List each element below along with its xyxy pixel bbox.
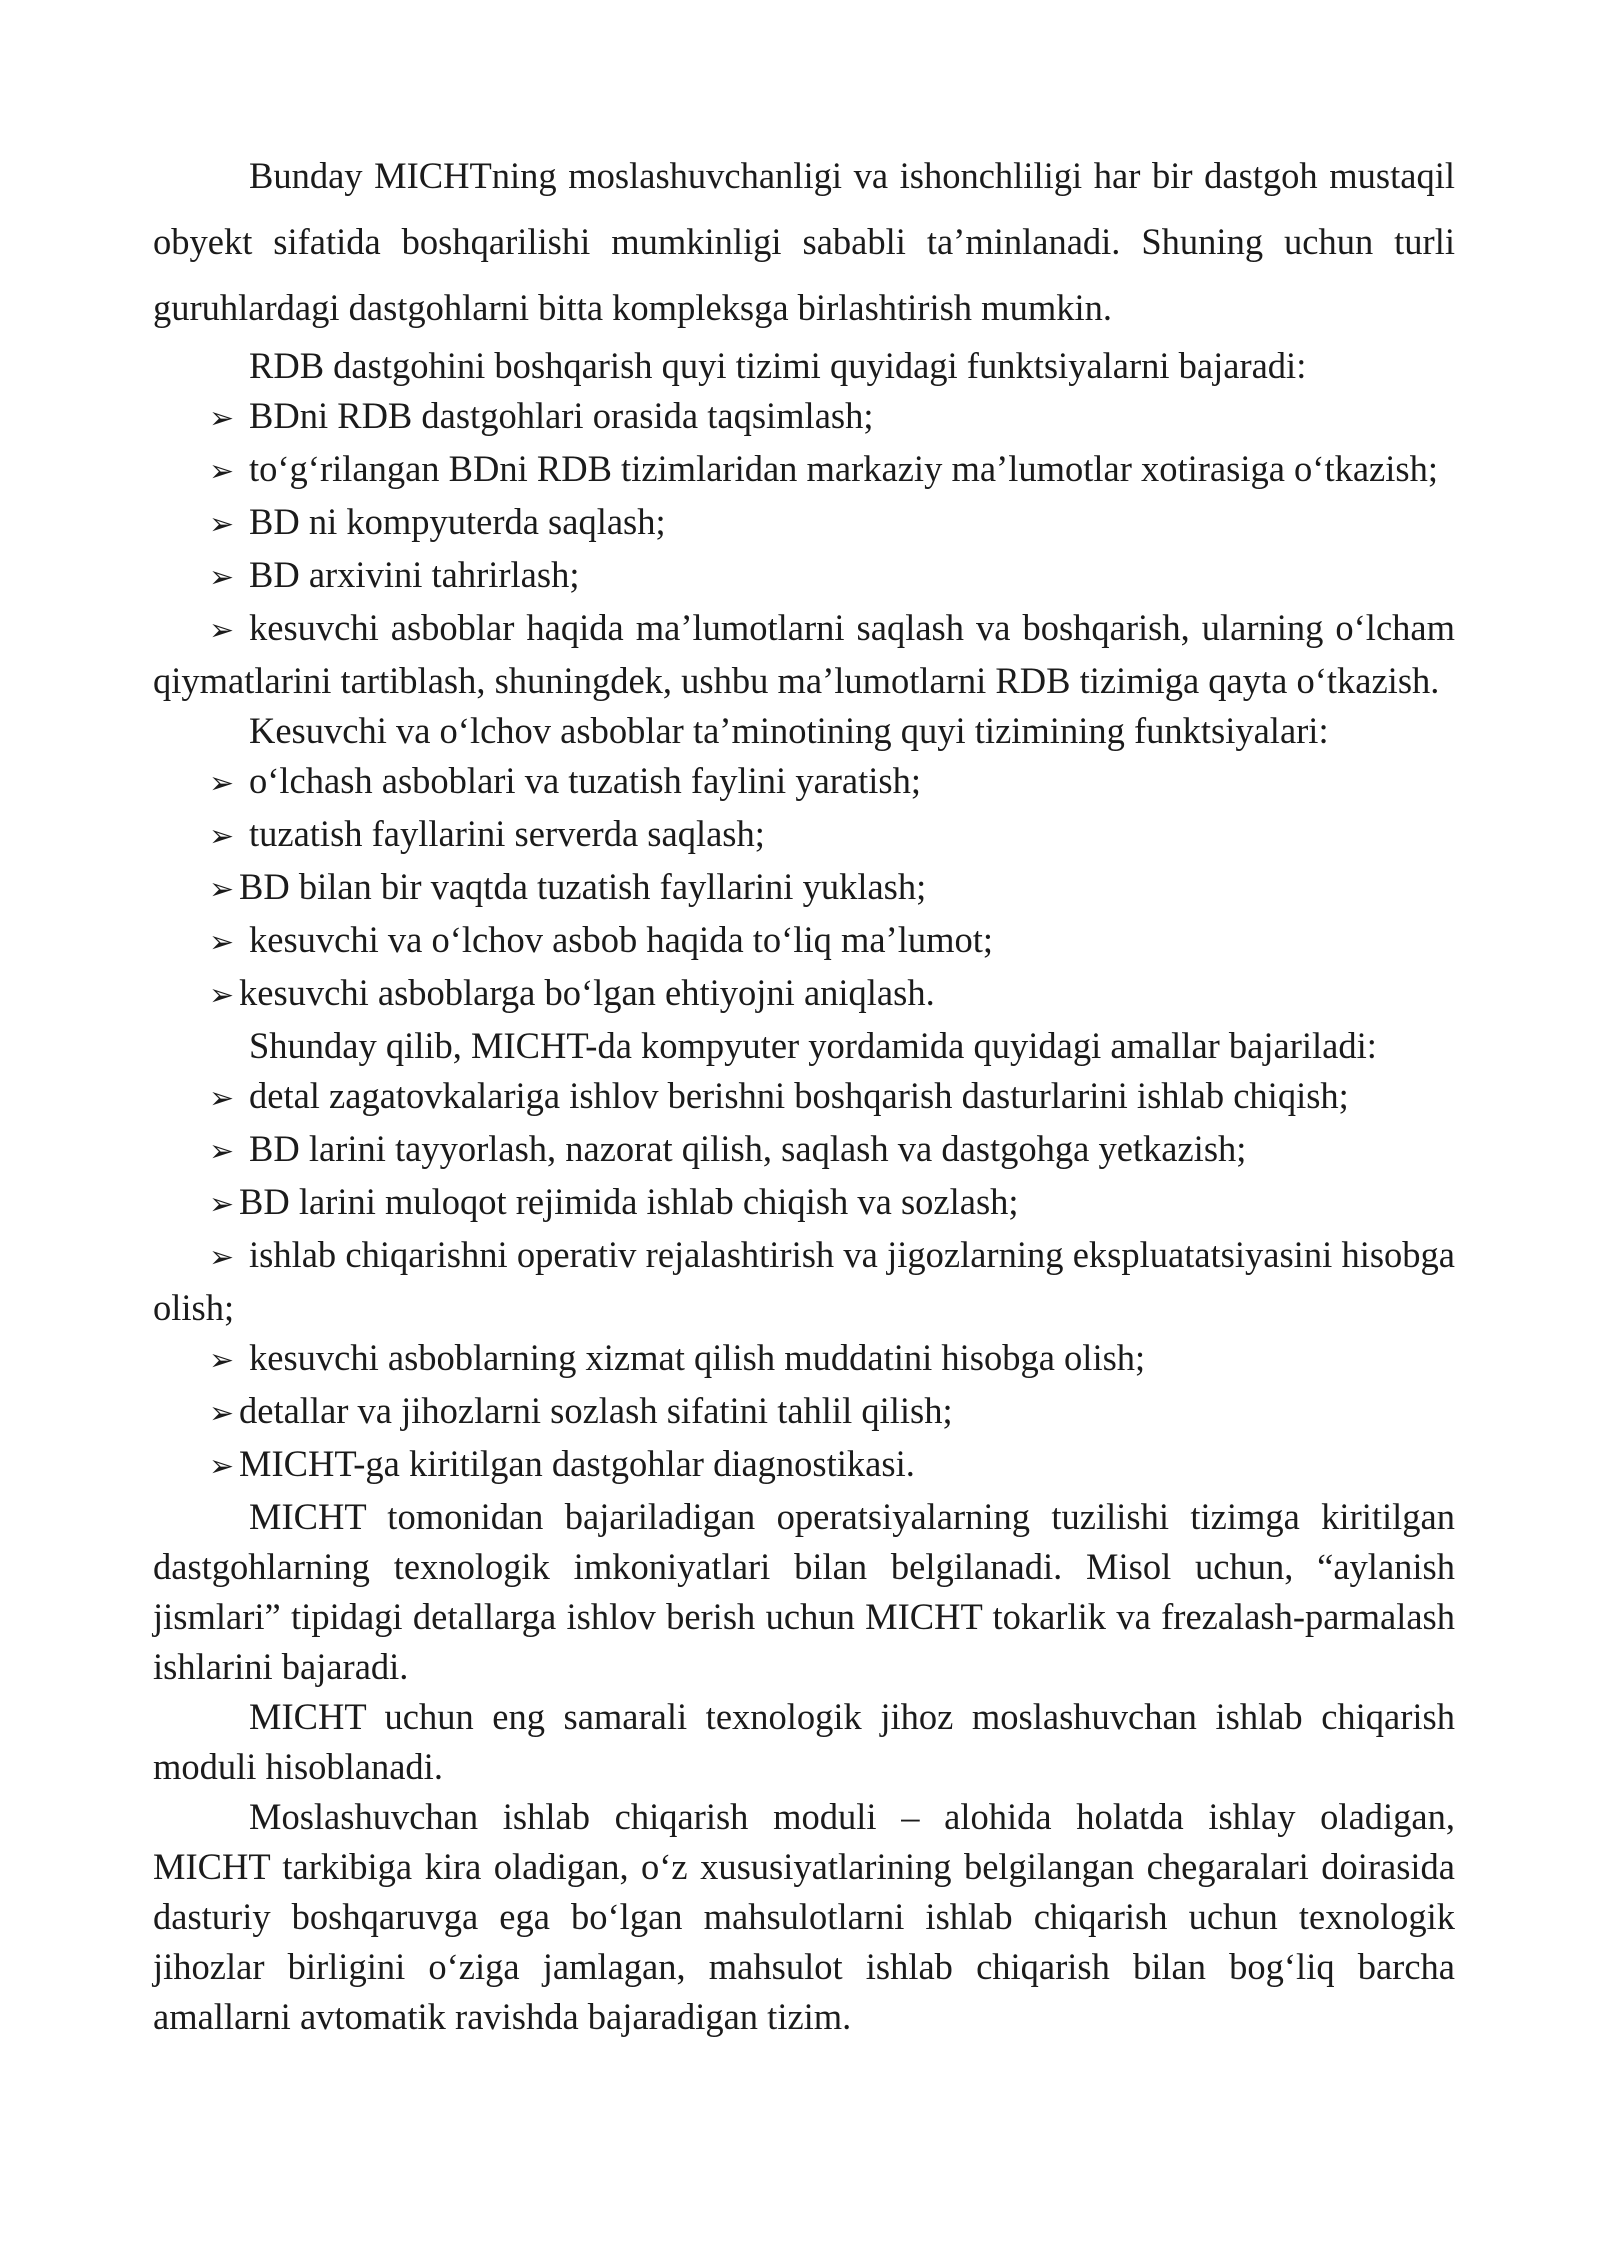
arrow-bullet-icon: ➢ (209, 1449, 235, 1484)
list-item-text: BD larini muloqot rejimida ishlab chiqish va sozlash; (239, 1181, 1019, 1222)
list-item-text: kesuvchi asboblar haqida ma’lumotlarni saqlash va boshqarish, ularning o‘lcham qiymatlarini tartiblash, shuningdek, ushbu ma’lumotlarni RDB tizimiga qayta o‘tkazish. (153, 607, 1455, 701)
arrow-bullet-icon: ➢ (209, 454, 235, 489)
arrow-bullet-icon: ➢ (209, 1134, 235, 1169)
list-item (153, 1071, 1455, 1124)
list-item-text: BD arxivini tahrirlash; (249, 554, 580, 595)
list-item-text: to‘g‘rilangan BDni RDB tizimlaridan markaziy ma’lumotlar xotirasiga o‘tkazish; (249, 448, 1438, 489)
paragraph-flexibility: Bunday MICHTning moslashuvchanligi va ishonchliligi har bir dastgoh mustaqil obyekt sifatida boshqarilishi mumkinligi sababli ta’minlanadi. Shuning uchun turli guruhlardagi dastgohlarni bitta kompleksga birlashtirish mumkin. (153, 155, 1455, 328)
arrow-bullet-icon: ➢ (209, 819, 235, 854)
list-item (153, 497, 1455, 550)
list-item (153, 915, 1455, 968)
list-item-text: BD bilan bir vaqtda tuzatish fayllarini yuklash; (239, 866, 927, 907)
arrow-bullet-icon: ➢ (209, 1187, 235, 1222)
arrow-bullet-icon: ➢ (209, 925, 235, 960)
arrow-bullet-icon: ➢ (209, 766, 235, 801)
list-item (153, 444, 1455, 497)
list-item (153, 1439, 1455, 1492)
list-item (153, 1386, 1455, 1439)
list-item (153, 391, 1455, 444)
list-item-text: MICHT-ga kiritilgan dastgohlar diagnostikasi. (239, 1443, 915, 1484)
list-item-text: ishlab chiqarishni operativ rejalashtirish va jigozlarning ekspluatatsiyasini hisobga olish; (153, 1234, 1455, 1328)
list-item (153, 1177, 1455, 1230)
arrow-bullet-icon: ➢ (209, 872, 235, 907)
list-item (153, 756, 1455, 809)
paragraph-rdb-intro: RDB dastgohini boshqarish quyi tizimi quyidagi funktsiyalarni bajaradi: (249, 345, 1307, 386)
list-item-text: o‘lchash asboblari va tuzatish faylini yaratish; (249, 760, 922, 801)
paragraph-tools-intro: Kesuvchi va o‘lchov asboblar ta’minotining quyi tizimining funktsiyalari: (249, 710, 1329, 751)
list-item-text: BDni RDB dastgohlari orasida taqsimlash; (249, 395, 874, 436)
list-item (153, 1230, 1455, 1333)
arrow-bullet-icon: ➢ (209, 1343, 235, 1378)
list-item-text: BD ni kompyuterda saqlash; (249, 501, 666, 542)
document-page (153, 143, 1455, 2042)
paragraph-micht-intro: Shunday qilib, MICHT-da kompyuter yordamida quyidagi amallar bajariladi: (249, 1025, 1377, 1066)
paragraph-efficient-equipment: MICHT uchun eng samarali texnologik jihoz moslashuvchan ishlab chiqarish moduli hisoblanadi. (153, 1696, 1455, 1787)
list-item (153, 1124, 1455, 1177)
list-item (153, 550, 1455, 603)
list-item (153, 968, 1455, 1021)
arrow-bullet-icon: ➢ (209, 978, 235, 1013)
list-item-text: kesuvchi asboblarning xizmat qilish muddatini hisobga olish; (249, 1337, 1146, 1378)
paragraph-module-definition: Moslashuvchan ishlab chiqarish moduli – alohida holatda ishlay oladigan, MICHT tarkibiga kira oladigan, o‘z xususiyatlarining belgilangan chegaralari doirasida dasturiy boshqaruvga ega bo‘lgan mahsulotlarni ishlab chiqarish uchun texnologik jihozlar birligini o‘ziga jamlagan, mahsulot ishlab chiqarish bilan bog‘liq barcha amallarni avtomatik ravishda bajaradigan tizim. (153, 1796, 1455, 2037)
list-item (153, 1333, 1455, 1386)
arrow-bullet-icon: ➢ (209, 1081, 235, 1116)
list-item (153, 862, 1455, 915)
arrow-bullet-icon: ➢ (209, 613, 235, 648)
arrow-bullet-icon: ➢ (209, 401, 235, 436)
list-item-text: kesuvchi asboblarga bo‘lgan ehtiyojni aniqlash. (239, 972, 935, 1013)
tools-functions-list (153, 756, 1455, 1021)
list-item (153, 603, 1455, 706)
arrow-bullet-icon: ➢ (209, 1396, 235, 1431)
rdb-functions-list (153, 391, 1455, 706)
arrow-bullet-icon: ➢ (209, 1240, 235, 1275)
arrow-bullet-icon: ➢ (209, 560, 235, 595)
list-item (153, 809, 1455, 862)
list-item-text: detallar va jihozlarni sozlash sifatini tahlil qilish; (239, 1390, 953, 1431)
list-item-text: kesuvchi va o‘lchov asbob haqida to‘liq ma’lumot; (249, 919, 994, 960)
list-item-text: detal zagatovkalariga ishlov berishni boshqarish dasturlarini ishlab chiqish; (249, 1075, 1349, 1116)
list-item-text: tuzatish fayllarini serverda saqlash; (249, 813, 765, 854)
micht-operations-list (153, 1071, 1455, 1492)
list-item-text: BD larini tayyorlash, nazorat qilish, saqlash va dastgohga yetkazish; (249, 1128, 1247, 1169)
arrow-bullet-icon: ➢ (209, 507, 235, 542)
paragraph-operations-structure: MICHT tomonidan bajariladigan operatsiyalarning tuzilishi tizimga kiritilgan dastgohlarning texnologik imkoniyatlari bilan belgilanadi. Misol uchun, “aylanish jismlari” tipidagi detallarga ishlov berish uchun MICHT tokarlik va frezalash-parmalash ishlarini bajaradi. (153, 1496, 1455, 1687)
